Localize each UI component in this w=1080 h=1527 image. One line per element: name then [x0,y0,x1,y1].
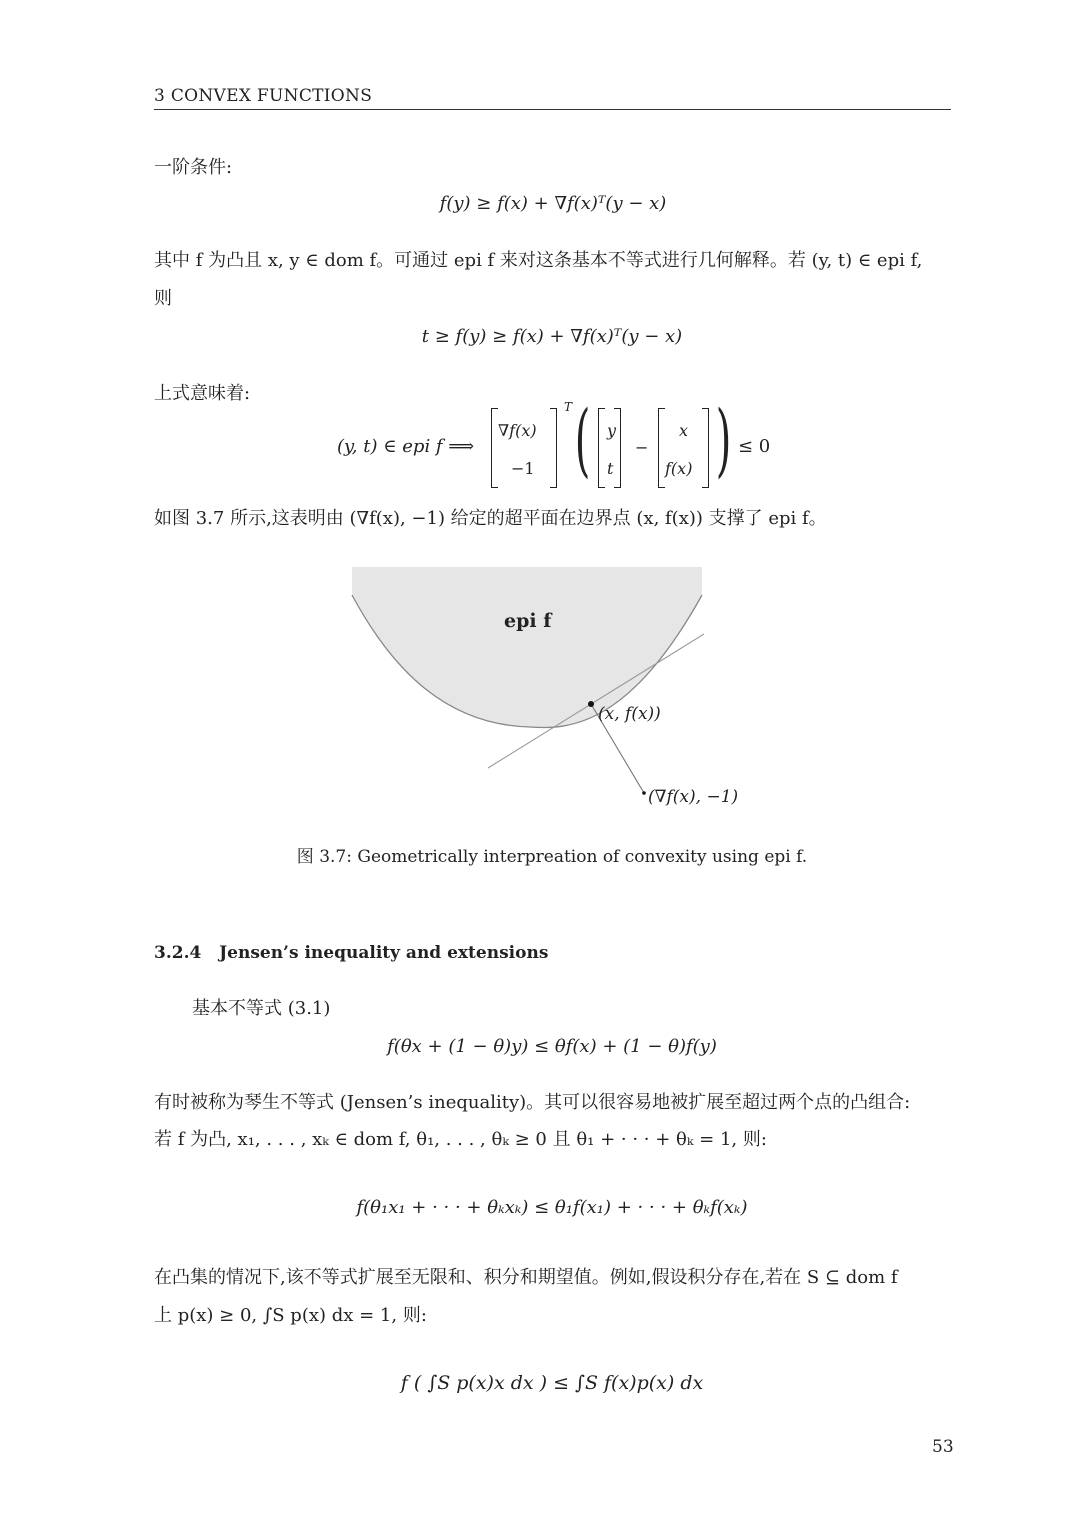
vector-entry: f(x) [665,459,693,478]
section-heading [154,943,548,963]
header-rule [154,109,951,110]
vector-entry: t [607,459,614,478]
vector-entry: x [679,421,689,440]
figure-caption: 图 3.7: Geometrically interpreation of convexity using epi f. [296,847,808,867]
point-label: (x, f(x)) [598,704,661,724]
bracket-right [702,408,709,488]
paragraph-line: 其中 f 为凸且 x, y ∈ dom f。可通过 epi f 来对这条基本不等式进行几何解释。若 (y, t) ∈ epi f, [154,250,923,271]
implication-label: 上式意味着: [154,383,251,404]
paragraph-line: 在凸集的情况下,该不等式扩展至无限和、积分和期望值。例如,假设积分存在,若在 S ⊆ dom f [154,1267,898,1288]
bracket-right [614,408,621,488]
bracket-left [598,408,605,488]
vector-entry: −1 [511,459,535,478]
normal-label: (∇f(x), −1) [648,787,739,807]
minus-sign: − [635,438,649,457]
vector-entry: ∇f(x) [498,421,537,440]
paragraph-line: 有时被称为琴生不等式 (Jensen’s inequality)。其可以很容易地被扩展至超过两个点的凸组合: [154,1092,911,1113]
paragraph-line: 基本不等式 (3.1) [192,998,331,1019]
transpose-sup: T [564,400,573,414]
paren-left: ( [574,393,591,486]
paragraph-line: 则 [154,288,172,309]
equation-first-order: f(y) ≥ f(x) + ∇f(x)ᵀ(y − x) [439,193,667,214]
section-number: 3.2.4 [154,943,202,963]
paragraph-line: 若 f 为凸, x₁, . . . , xₖ ∈ dom f, θ₁, . . . , θₖ ≥ 0 且 θ₁ + · · · + θₖ = 1, 则: [154,1129,767,1150]
epigraph-figure [300,555,780,815]
vector-entry: y [607,421,617,440]
bracket-right [550,408,557,488]
figure-reference-text: 如图 3.7 所示,这表明由 (∇f(x), −1) 给定的超平面在边界点 (x, f(x)) 支撑了 epi f。 [154,508,827,529]
first-order-label: 一阶条件: [154,157,233,178]
equation-jensen-k: f(θ₁x₁ + · · · + θₖxₖ) ≤ θ₁f(x₁) + · · · + θₖf(xₖ) [356,1197,748,1218]
boundary-point [588,701,594,707]
equation-epi: t ≥ f(y) ≥ f(x) + ∇f(x)ᵀ(y − x) [421,326,683,347]
epi-label: epi f [504,610,552,632]
normal-tip [642,791,646,795]
bracket-left [491,408,498,488]
equation-basic: f(θx + (1 − θ)y) ≤ θf(x) + (1 − θ)f(y) [387,1036,717,1057]
paragraph-line: 上 p(x) ≥ 0, ∫S p(x) dx = 1, 则: [154,1305,427,1326]
paren-right: ) [715,393,732,486]
equation-rhs: ≤ 0 [738,436,771,457]
running-header: 3 CONVEX FUNCTIONS [154,86,373,106]
equation-lhs: (y, t) ∈ epi f ⟹ [337,436,475,457]
equation-integral: f ( ∫S p(x)x dx ) ≤ ∫S f(x)p(x) dx [400,1372,704,1394]
page-number: 53 [932,1437,954,1457]
bracket-left [658,408,665,488]
section-title: Jensen’s inequality and extensions [219,943,549,963]
